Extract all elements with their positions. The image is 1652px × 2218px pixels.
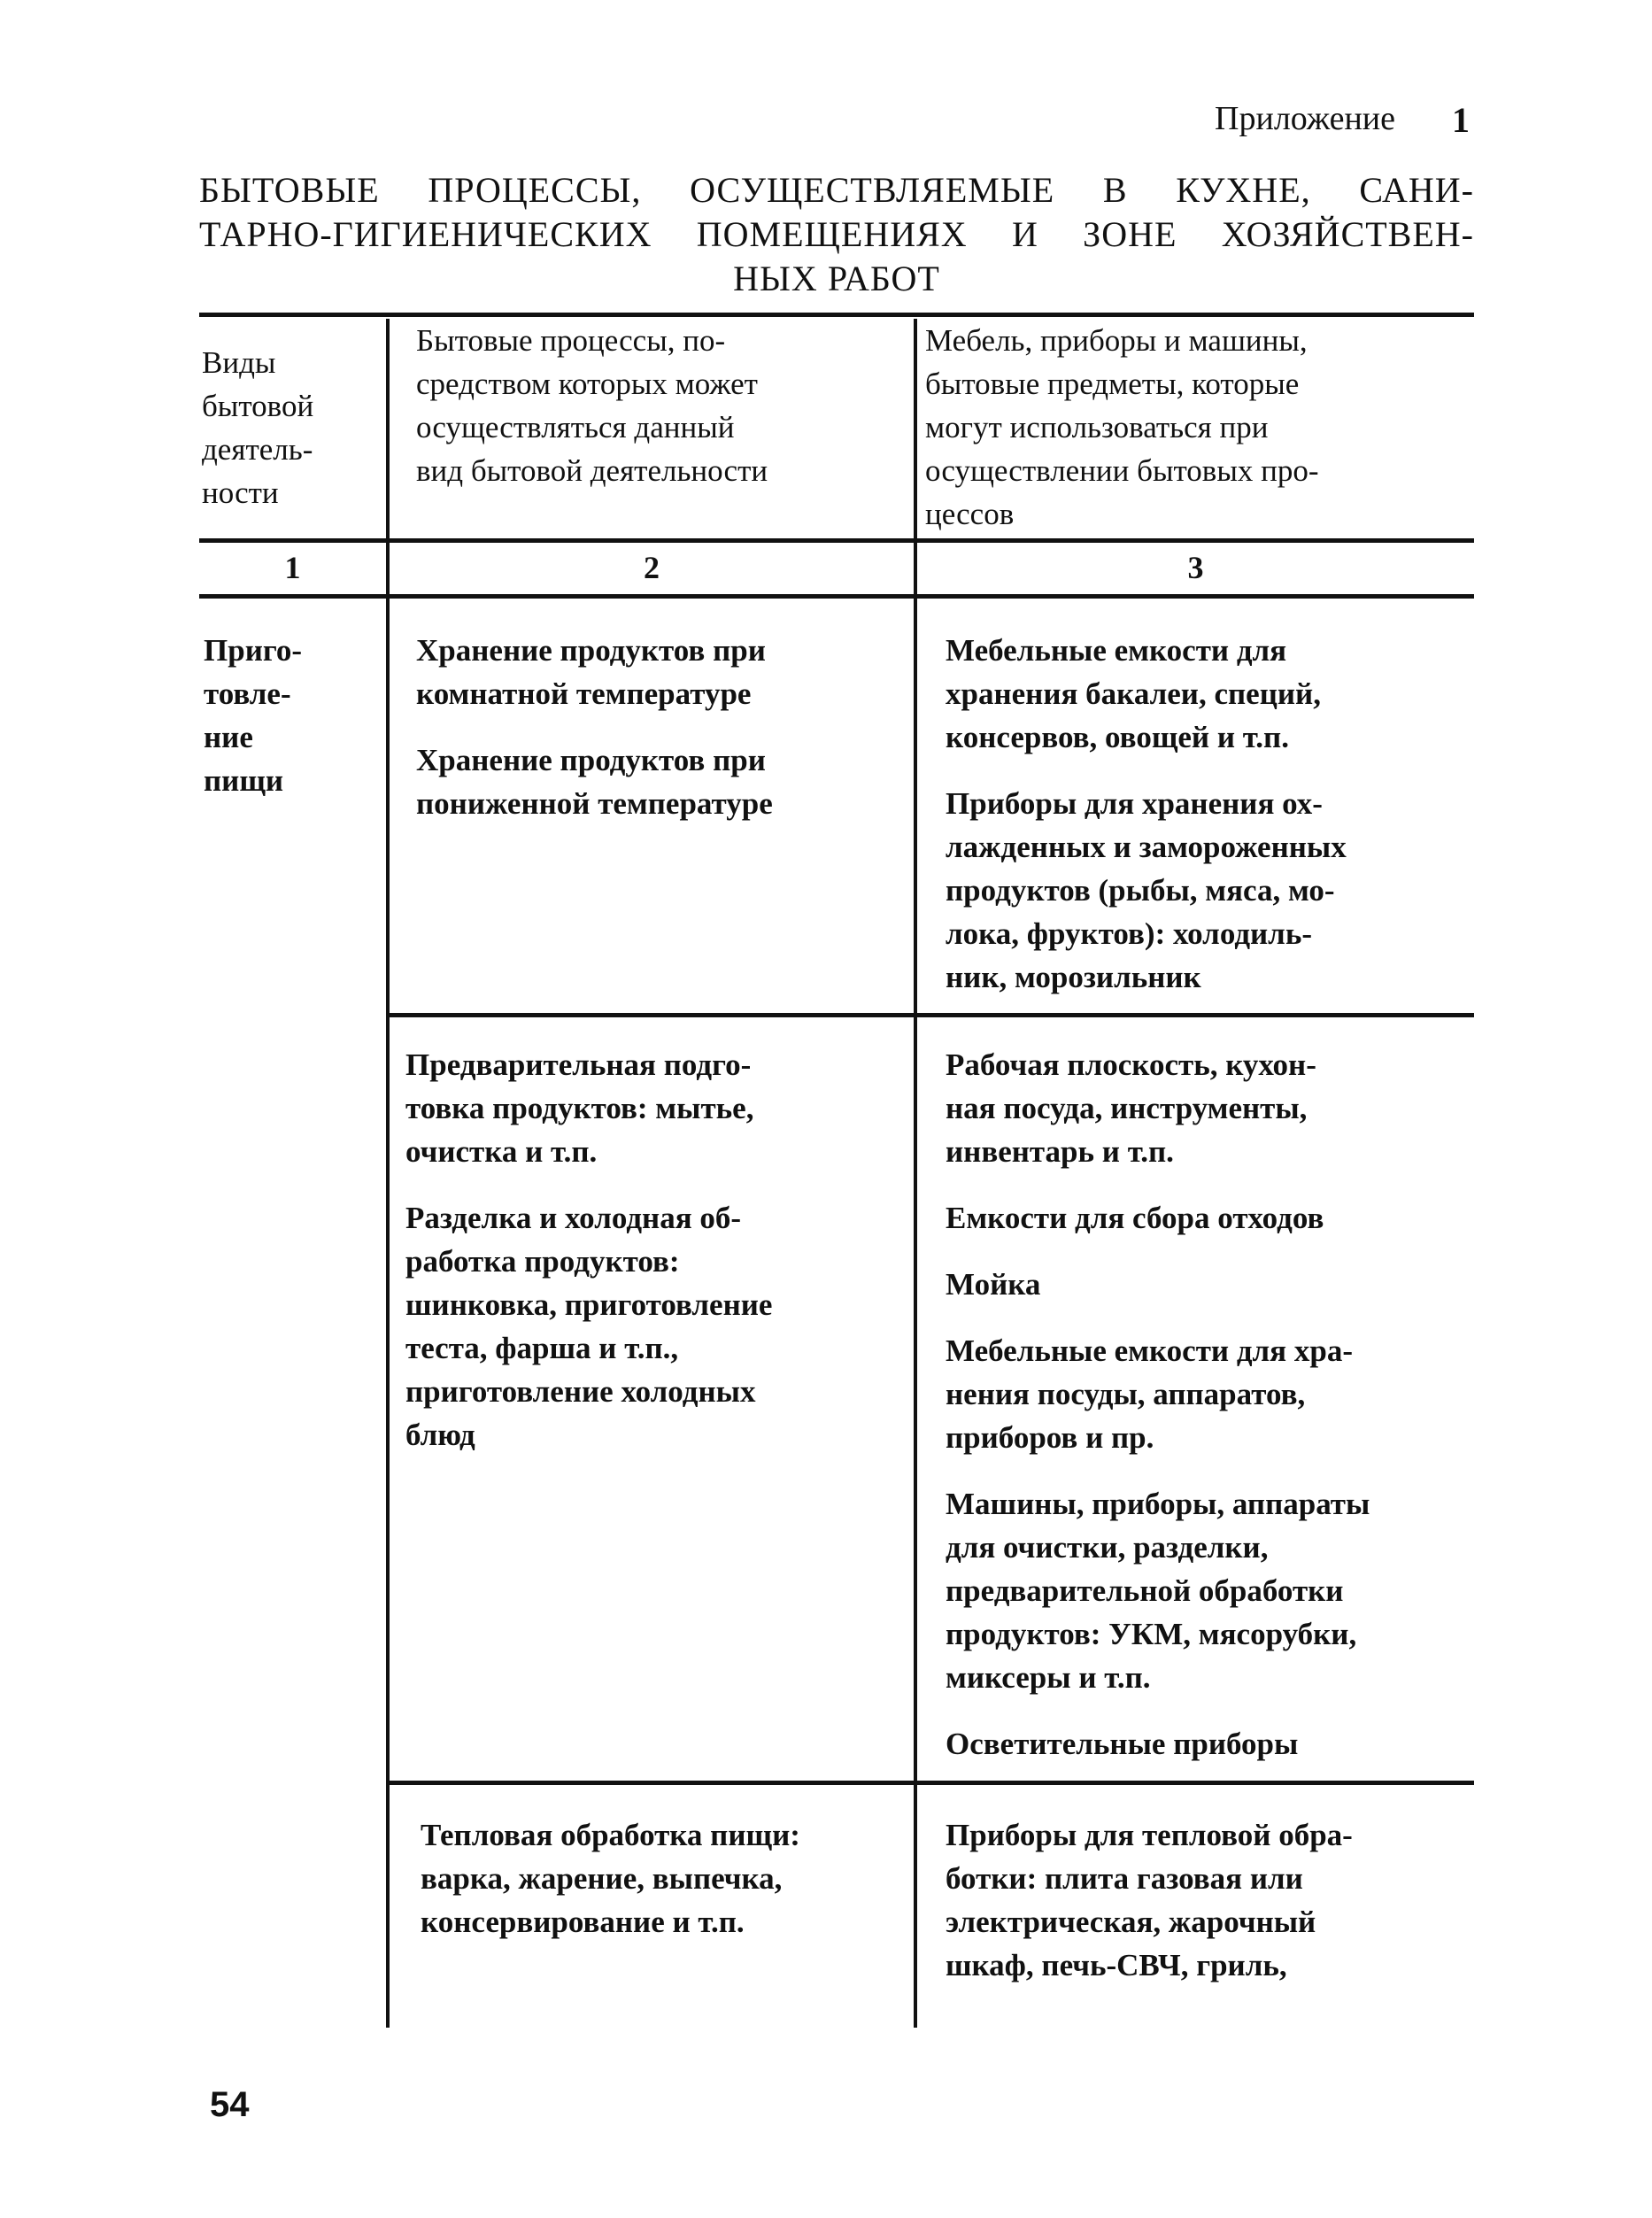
text-line: Машины, приборы, аппараты — [946, 1487, 1370, 1521]
cell-paragraph — [416, 738, 773, 825]
text-line: Осветительные приборы — [946, 1727, 1299, 1761]
text-line: лажденных и замороженных — [946, 830, 1347, 864]
text-line: пищи — [204, 763, 284, 798]
text-line: инвентарь и т.п. — [946, 1134, 1174, 1169]
row-1-processes — [416, 629, 773, 848]
title-line: ТАРНО-ГИГИЕНИЧЕСКИХ ПОМЕЩЕНИЯХ И ЗОНЕ ХОЗЯЙСТВЕН- — [199, 214, 1474, 254]
text-line: товка продуктов: мытье, — [405, 1091, 754, 1125]
text-line: ности — [202, 475, 279, 510]
page-number: 54 — [210, 2085, 250, 2124]
text-line: товле- — [204, 676, 291, 711]
text-line: шинковка, приготовление — [405, 1287, 773, 1322]
text-line: пониженной температуре — [416, 786, 773, 821]
text-line: Емкости для сбора отходов — [946, 1201, 1324, 1235]
table-top-rule — [199, 313, 1474, 317]
text-line: шкаф, печь-СВЧ, гриль, — [946, 1948, 1287, 1982]
text-line: ние — [204, 720, 253, 754]
text-line: Предварительная подго- — [405, 1047, 752, 1082]
header-activity-type — [202, 341, 313, 514]
text-line: предварительной обработки — [946, 1573, 1344, 1608]
text-line: продуктов: УКМ, мясорубки, — [946, 1617, 1357, 1651]
cell-paragraph — [946, 782, 1347, 999]
text-line: бытовые предметы, которые — [925, 367, 1300, 401]
text-line: блюд — [405, 1418, 475, 1452]
text-line: Рабочая плоскость, кухон- — [946, 1047, 1316, 1082]
text-line: ник, морозильник — [946, 960, 1201, 994]
cell-paragraph — [946, 1263, 1370, 1306]
text-line: Мебельные емкости для — [946, 633, 1287, 668]
text-line: Хранение продуктов при — [416, 633, 766, 668]
text-line: нения посуды, аппаратов, — [946, 1377, 1306, 1411]
row-2-equipment — [946, 1043, 1370, 1789]
text-line: Мойка — [946, 1267, 1041, 1302]
text-line: Приборы для тепловой обра- — [946, 1818, 1353, 1852]
text-line: Разделка и холодная об- — [405, 1201, 742, 1235]
text-line: осуществлении бытовых про- — [925, 453, 1319, 488]
cell-paragraph — [421, 1813, 800, 1944]
text-line: Тепловая обработка пищи: — [421, 1818, 800, 1852]
text-line: консервирование и т.п. — [421, 1905, 745, 1939]
header-processes — [416, 319, 768, 492]
text-line: электрическая, жарочный — [946, 1905, 1316, 1939]
header-rule — [199, 538, 1474, 543]
text-line: Мебельные емкости для хра- — [946, 1333, 1353, 1368]
text-line: бытовой — [202, 389, 314, 423]
appendix-number: 1 — [1452, 100, 1470, 140]
text-line: цессов — [925, 497, 1015, 531]
title-line: НЫХ РАБОТ — [733, 259, 940, 298]
column-number: 1 — [284, 550, 301, 585]
text-line: приборов и пр. — [946, 1420, 1154, 1455]
text-line: Бытовые процессы, по- — [416, 323, 726, 358]
title-line: БЫТОВЫЕ ПРОЦЕССЫ, ОСУЩЕСТВЛЯЕМЫЕ В КУХНЕ, САНИ- — [199, 170, 1474, 210]
cell-paragraph — [946, 1196, 1370, 1240]
cell-paragraph — [405, 1196, 772, 1457]
text-line: приготовление холодных — [405, 1374, 756, 1409]
text-line: хранения бакалеи, специй, — [946, 676, 1321, 711]
column-number: 3 — [1187, 550, 1204, 585]
text-line: теста, фарша и т.п., — [405, 1331, 679, 1365]
row-2-processes — [405, 1043, 772, 1480]
text-line: Приборы для хранения ох- — [946, 786, 1323, 821]
text-line: Приго- — [204, 633, 303, 668]
text-line: средством которых может — [416, 367, 758, 401]
cell-paragraph — [946, 629, 1347, 759]
numbers-rule — [199, 594, 1474, 599]
text-line: осуществляться данный — [416, 410, 735, 444]
text-line: лока, фруктов): холодиль- — [946, 916, 1312, 951]
appendix-label: Приложение — [1215, 100, 1395, 137]
cell-paragraph — [946, 1329, 1370, 1459]
row-1-equipment — [946, 629, 1347, 1022]
text-line: Виды — [202, 345, 276, 380]
column-number: 2 — [644, 550, 660, 585]
text-line: работка продуктов: — [405, 1244, 680, 1279]
cell-paragraph — [946, 1722, 1370, 1766]
cell-paragraph — [405, 1043, 772, 1173]
cell-paragraph — [946, 1043, 1370, 1173]
text-line: могут использоваться при — [925, 410, 1269, 444]
text-line: для очистки, разделки, — [946, 1530, 1269, 1565]
text-line: ная посуда, инструменты, — [946, 1091, 1308, 1125]
text-line: комнатной температуре — [416, 676, 752, 711]
text-line: вид бытовой деятельности — [416, 453, 768, 488]
text-line: ботки: плита газовая или — [946, 1861, 1303, 1896]
text-line: Мебель, приборы и машины, — [925, 323, 1308, 358]
text-line: продуктов (рыбы, мяса, мо- — [946, 873, 1335, 908]
row-3-equipment — [946, 1813, 1353, 2010]
text-line: консервов, овощей и т.п. — [946, 720, 1289, 754]
cell-paragraph — [946, 1813, 1353, 1987]
text-line: деятель- — [202, 432, 313, 467]
header-equipment — [925, 319, 1318, 536]
text-line: миксеры и т.п. — [946, 1660, 1151, 1695]
row-3-processes — [421, 1813, 800, 1967]
text-line: очистка и т.п. — [405, 1134, 598, 1169]
cell-paragraph — [946, 1482, 1370, 1699]
text-line: варка, жарение, выпечка, — [421, 1861, 783, 1896]
page-title — [199, 168, 1474, 301]
cell-paragraph — [416, 629, 773, 715]
text-line: Хранение продуктов при — [416, 743, 766, 777]
activity-cooking — [204, 629, 302, 802]
